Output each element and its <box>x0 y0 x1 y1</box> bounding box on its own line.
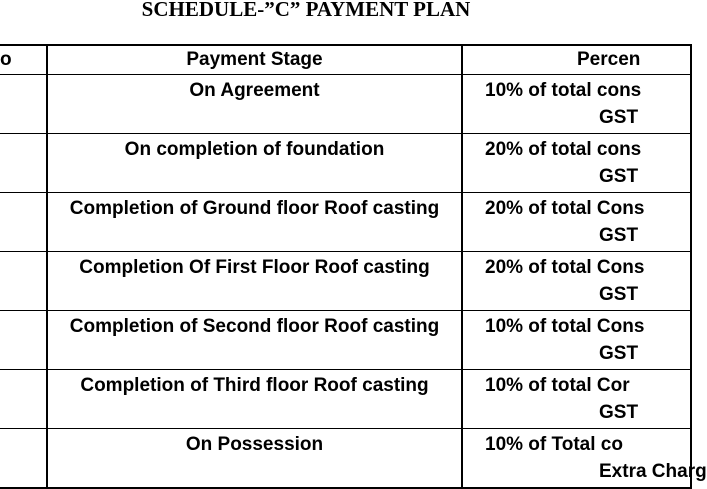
row-serial-no <box>0 252 47 311</box>
row-payment-stage: Completion Of First Floor Roof casting <box>47 252 462 311</box>
percentage-text: 10% of Total co <box>485 434 623 455</box>
row-serial-no <box>0 75 47 134</box>
row-serial-no <box>0 193 47 252</box>
percentage-extra: GST <box>599 166 639 187</box>
row-percentage <box>462 75 691 134</box>
percentage-text: 10% of total cons <box>485 80 642 101</box>
header-percentage: Percen <box>462 45 691 75</box>
row-serial-no <box>0 134 47 193</box>
percentage-text: 20% of total Cons <box>485 198 645 219</box>
row-percentage <box>462 311 691 370</box>
row-serial-no <box>0 311 47 370</box>
percentage-text: 20% of total Cons <box>485 257 645 278</box>
percentage-extra: GST <box>599 225 639 246</box>
percentage-extra: GST <box>599 284 639 305</box>
row-percentage <box>462 134 691 193</box>
table-row <box>0 429 691 489</box>
table-row <box>0 252 691 311</box>
document-title: SCHEDULE-”C” PAYMENT PLAN <box>141 0 471 21</box>
table-row <box>0 311 691 370</box>
row-payment-stage: Completion of Ground floor Roof casting <box>47 193 462 252</box>
row-percentage <box>462 252 691 311</box>
row-percentage <box>462 370 691 429</box>
table-row <box>0 193 691 252</box>
table-row <box>0 75 691 134</box>
row-serial-no <box>0 429 47 489</box>
table-header-row <box>0 45 691 75</box>
table-row <box>0 370 691 429</box>
percentage-extra: GST <box>599 402 639 423</box>
row-serial-no <box>0 370 47 429</box>
row-percentage <box>462 193 691 252</box>
payment-plan-table <box>0 44 707 489</box>
row-percentage <box>462 429 707 489</box>
percentage-extra: GST <box>599 107 639 128</box>
percentage-text: 10% of total Cons <box>485 316 645 337</box>
percentage-text: 10% of total Cor <box>485 375 630 396</box>
row-payment-stage: Completion of Second floor Roof casting <box>47 311 462 370</box>
header-payment-stage: Payment Stage <box>47 45 462 75</box>
percentage-text: 20% of total cons <box>485 139 642 160</box>
percentage-extra: Extra Charg <box>599 461 707 482</box>
percentage-extra: GST <box>599 343 639 364</box>
table-row <box>0 134 691 193</box>
row-payment-stage: On Agreement <box>47 75 462 134</box>
header-serial-no: o <box>0 45 47 75</box>
row-payment-stage: Completion of Third floor Roof casting <box>47 370 462 429</box>
row-payment-stage: On Possession <box>47 429 462 489</box>
row-payment-stage: On completion of foundation <box>47 134 462 193</box>
